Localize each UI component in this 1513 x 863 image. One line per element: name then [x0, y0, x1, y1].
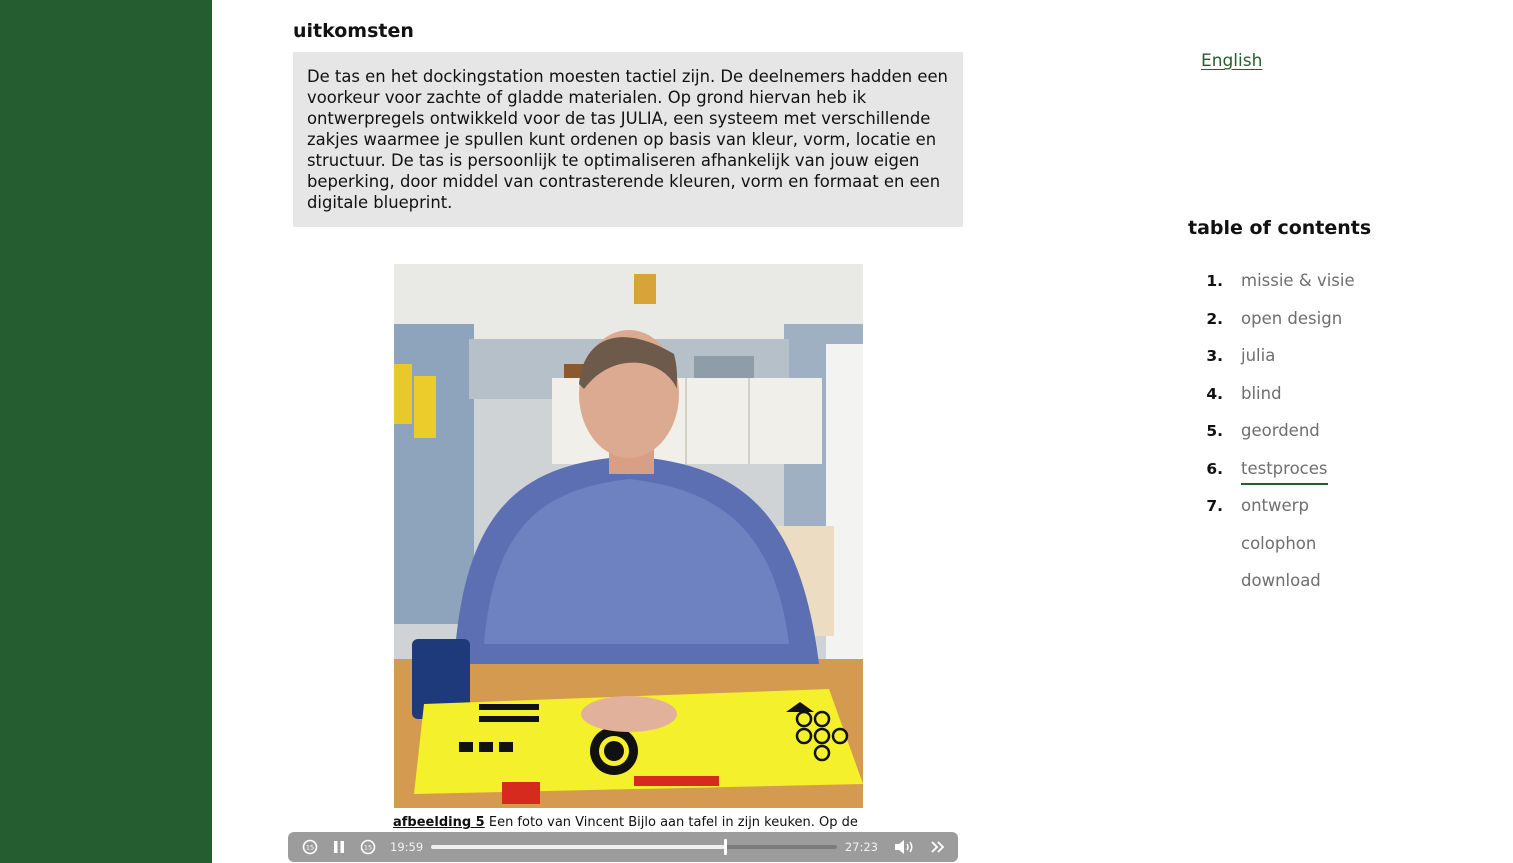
caption-label[interactable]: afbeelding 5 — [393, 815, 485, 830]
toc-item[interactable] — [1200, 301, 1355, 339]
toc-item-label[interactable]: download — [1241, 571, 1321, 590]
language-link-english[interactable]: English — [1201, 51, 1263, 71]
toc-item-active[interactable] — [1200, 451, 1355, 489]
toc-item[interactable] — [1200, 263, 1355, 301]
fast-forward-icon[interactable] — [930, 840, 946, 854]
rewind-15-icon[interactable] — [302, 839, 318, 855]
toc-item[interactable] — [1200, 563, 1355, 601]
volume-icon[interactable] — [894, 839, 916, 855]
toc-list — [1200, 263, 1355, 601]
left-sidebar — [0, 0, 212, 863]
forward-15-icon[interactable] — [360, 839, 376, 855]
toc-item-number: 7. — [1206, 497, 1223, 515]
progress-track[interactable] — [431, 845, 837, 849]
figure-caption — [393, 814, 863, 831]
toc-item-label[interactable]: julia — [1241, 346, 1276, 365]
progress-fill — [431, 845, 725, 849]
toc-item-label[interactable]: colophon — [1241, 533, 1317, 553]
toc-item-label[interactable]: testproces — [1241, 451, 1328, 487]
svg-text:15: 15 — [305, 843, 315, 852]
kitchen-photo — [394, 264, 863, 808]
toc-item[interactable] — [1200, 413, 1355, 451]
svg-text:15: 15 — [363, 843, 373, 852]
toc-title: table of contents — [1188, 217, 1372, 239]
toc-item-number: 4. — [1206, 384, 1223, 403]
toc-item-label[interactable]: open design — [1241, 308, 1343, 328]
caption-text: Een foto van Vincent Bijlo aan tafel in zijn keuken. Op de — [484, 815, 858, 830]
remaining-time: 27:23 — [844, 840, 878, 854]
progress-thumb[interactable] — [724, 839, 727, 855]
toc-item[interactable] — [1200, 488, 1355, 526]
toc-item-number: 3. — [1206, 347, 1223, 365]
elapsed-time: 19:59 — [390, 840, 424, 854]
intro-text-box — [293, 52, 963, 227]
toc-item-label[interactable]: geordend — [1241, 421, 1320, 440]
toc-item-label[interactable]: ontwerp — [1241, 496, 1309, 515]
toc-item[interactable] — [1200, 376, 1355, 414]
toc-item[interactable] — [1200, 338, 1355, 376]
toc-item-number: 2. — [1206, 309, 1223, 328]
toc-item[interactable] — [1200, 526, 1355, 564]
section-title: uitkomsten — [293, 20, 414, 42]
intro-paragraph: De tas en het dockingstation moesten tactiel zijn. De deelnemers hadden een voorkeur voor zachte of gladde materialen. Op grond hiervan heb ik ontwerpregels ontwikkeld voor de tas JULIA, een systeem met verschillende zakjes waarmee je spullen kunt ordenen op basis van kleur, vorm, locatie en structuur. De tas is persoonlijk te optimaliseren afhankelijk van jouw eigen beperking, door middel van contrasterende kleuren, vorm en formaat en een digitale blueprint. — [307, 67, 948, 212]
toc-item-label[interactable]: missie & visie — [1241, 271, 1355, 290]
toc-item-number: 1. — [1206, 272, 1223, 290]
audio-player — [288, 832, 958, 862]
toc-item-number: 6. — [1206, 459, 1223, 478]
pause-icon[interactable] — [332, 839, 346, 855]
toc-item-label[interactable]: blind — [1241, 383, 1282, 403]
toc-item-number: 5. — [1206, 422, 1223, 440]
